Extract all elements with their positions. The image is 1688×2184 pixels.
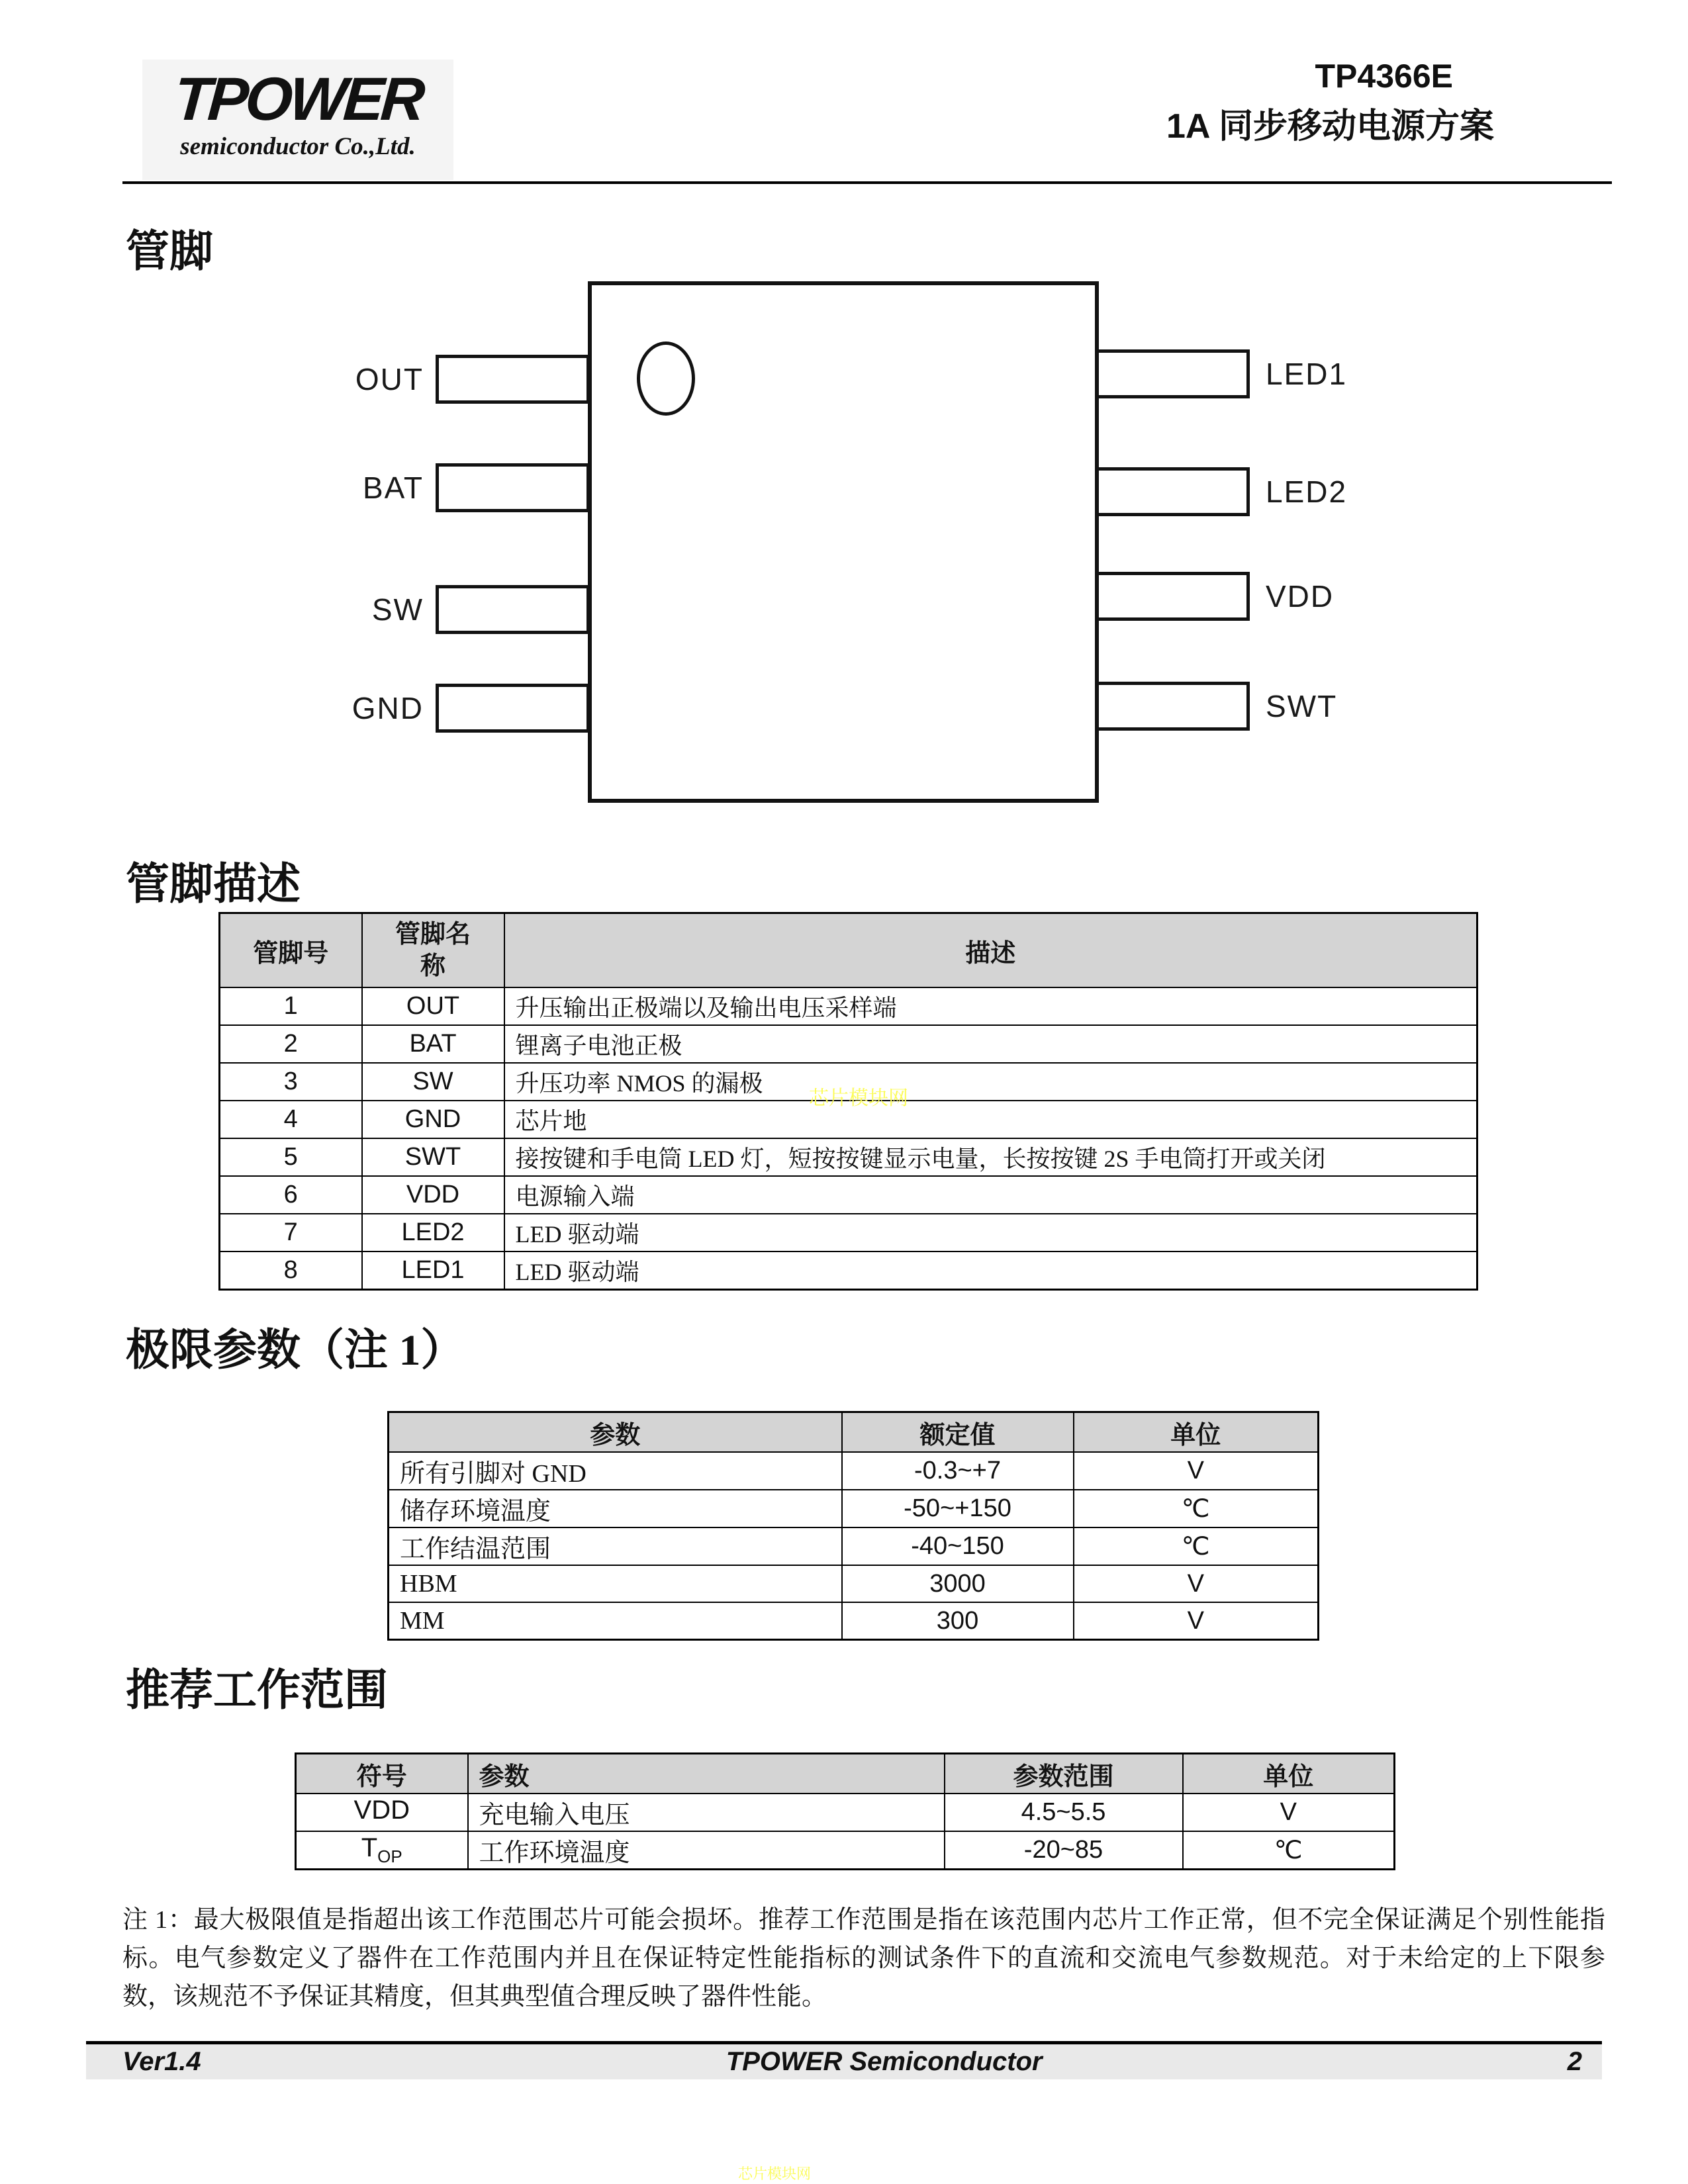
pin-desc-cell bbox=[504, 1214, 1477, 1251]
table-header-row bbox=[220, 913, 1477, 988]
table-row bbox=[296, 1831, 1395, 1870]
pin-desc-cell bbox=[504, 1138, 1477, 1176]
table-row bbox=[220, 1214, 1477, 1251]
pin-desc-text: 电源输入端 bbox=[515, 1183, 635, 1210]
pin-number-cell: 6 bbox=[220, 1176, 362, 1214]
table-row bbox=[296, 1794, 1395, 1831]
col-header-unit: 单位 bbox=[1183, 1754, 1395, 1794]
abs-max-table bbox=[387, 1411, 1319, 1641]
parameter-cell: 工作环境温度 bbox=[468, 1831, 945, 1870]
col-header-symbol: 符号 bbox=[296, 1754, 468, 1794]
pin-number-cell: 1 bbox=[220, 987, 362, 1025]
pin-rect-sw bbox=[436, 585, 590, 634]
part-number: TP4366E bbox=[1315, 58, 1453, 95]
pin-rect-gnd bbox=[436, 684, 590, 733]
pin-rect-bat bbox=[436, 463, 590, 512]
unit-cell: V bbox=[1074, 1565, 1319, 1602]
rating-cell: -40~150 bbox=[842, 1527, 1074, 1565]
pin-rect-led2 bbox=[1096, 467, 1250, 516]
pin-desc-text: 升压功率 NMOS 的漏极 bbox=[515, 1070, 763, 1097]
parameter-cell: HBM bbox=[389, 1565, 842, 1602]
pin-number-cell: 5 bbox=[220, 1138, 362, 1176]
site-watermark: 芯片模块网 bbox=[809, 1087, 908, 1109]
rating-cell: 300 bbox=[842, 1602, 1074, 1640]
range-cell: 4.5~5.5 bbox=[945, 1794, 1183, 1831]
rating-cell: -50~+150 bbox=[842, 1490, 1074, 1527]
pin-desc-cell bbox=[504, 1063, 1477, 1101]
pin-desc-text: 升压输出正极端以及输出电压采样端 bbox=[515, 995, 897, 1021]
section-title-pins: 管脚 bbox=[126, 228, 213, 276]
company-logo bbox=[142, 60, 453, 180]
section-title-recommended: 推荐工作范围 bbox=[126, 1666, 388, 1715]
col-header-description: 描述 bbox=[504, 913, 1477, 988]
pin-name-cell: LED1 bbox=[362, 1251, 504, 1290]
header-divider bbox=[122, 181, 1612, 184]
table-header-row bbox=[296, 1754, 1395, 1794]
table-row bbox=[220, 1138, 1477, 1176]
pin-desc-cell bbox=[504, 1101, 1477, 1138]
pin-desc-cell bbox=[504, 1251, 1477, 1290]
pin-name-cell: GND bbox=[362, 1101, 504, 1138]
pin-label-bat: BAT bbox=[362, 471, 424, 505]
pin-rect-vdd bbox=[1096, 572, 1250, 621]
pin-name-cell: SW bbox=[362, 1063, 504, 1101]
pin-desc-text: 芯片地 bbox=[515, 1108, 587, 1134]
pin-name-cell: SWT bbox=[362, 1138, 504, 1176]
pin-desc-cell bbox=[504, 987, 1477, 1025]
pin-rect-out bbox=[436, 355, 590, 404]
section-title-abs-max: 极限参数（注 1） bbox=[126, 1326, 465, 1375]
table-row bbox=[220, 987, 1477, 1025]
pin-description-table bbox=[218, 912, 1478, 1291]
footer-page-number: 2 bbox=[1567, 2047, 1582, 2076]
pin-name-cell: OUT bbox=[362, 987, 504, 1025]
table-header-row bbox=[389, 1412, 1319, 1453]
rating-cell: -0.3~+7 bbox=[842, 1452, 1074, 1490]
pin-name-cell: VDD bbox=[362, 1176, 504, 1214]
col-header-pin-number: 管脚号 bbox=[220, 913, 362, 988]
col-header-parameter: 参数 bbox=[468, 1754, 945, 1794]
pin-desc-text: 接按键和手电筒 LED 灯，短按按键显示电量，长按按键 2S 手电筒打开或关闭 bbox=[515, 1146, 1326, 1172]
unit-cell: V bbox=[1183, 1794, 1395, 1831]
pin-label-led2: LED2 bbox=[1266, 475, 1348, 509]
product-subtitle: 1A 同步移动电源方案 bbox=[1166, 107, 1494, 146]
pin-label-led1: LED1 bbox=[1266, 357, 1348, 391]
pin-number-cell: 7 bbox=[220, 1214, 362, 1251]
symbol-text: VDD bbox=[353, 1796, 410, 1825]
col-header-range: 参数范围 bbox=[945, 1754, 1183, 1794]
table-row bbox=[389, 1565, 1319, 1602]
table-row bbox=[389, 1452, 1319, 1490]
table-row bbox=[389, 1527, 1319, 1565]
recommended-range-table bbox=[295, 1752, 1395, 1870]
pin-label-out: OUT bbox=[355, 362, 424, 396]
table-row bbox=[220, 1025, 1477, 1063]
unit-cell: V bbox=[1074, 1452, 1319, 1490]
symbol-text: T bbox=[361, 1833, 378, 1862]
pin-rect-led1 bbox=[1096, 349, 1250, 398]
parameter-cell: 充电输入电压 bbox=[468, 1794, 945, 1831]
site-watermark-bottom: 芯片模块网 bbox=[738, 2165, 812, 2182]
pin-desc-cell bbox=[504, 1025, 1477, 1063]
parameter-cell: MM bbox=[389, 1602, 842, 1640]
unit-cell: ℃ bbox=[1183, 1831, 1395, 1870]
col-header-pin-name-text: 管脚名称 bbox=[395, 921, 471, 980]
parameter-cell: 储存环境温度 bbox=[389, 1490, 842, 1527]
logo-subtitle: semiconductor Co.,Ltd. bbox=[180, 133, 416, 160]
note-1-text: 注 1：最大极限值是指超出该工作范围芯片可能会损坏。推荐工作范围是指在该范围内芯片工作正常，但不完全保证满足个别性能指标。电气参数定义了器件在工作范围内并且在保证特定性能指标的测试条件下的直流和交流电气参数规范。对于未给定的上下限参数，该规范不予保证其精度，但其典型值合理反映了器件性能。 bbox=[122, 1906, 1605, 2011]
table-row bbox=[220, 1101, 1477, 1138]
footer-version: Ver1.4 bbox=[122, 2047, 201, 2076]
pin-number-cell: 2 bbox=[220, 1025, 362, 1063]
col-header-parameter: 参数 bbox=[389, 1412, 842, 1453]
pin-label-swt: SWT bbox=[1266, 689, 1338, 723]
table-row bbox=[220, 1251, 1477, 1290]
footer-company: TPOWER Semiconductor bbox=[726, 2047, 1043, 2076]
pin-number-cell: 3 bbox=[220, 1063, 362, 1101]
unit-cell: V bbox=[1074, 1602, 1319, 1640]
symbol-cell bbox=[296, 1794, 468, 1831]
section-title-pin-description: 管脚描述 bbox=[126, 860, 301, 909]
parameter-cell: 工作结温范围 bbox=[389, 1527, 842, 1565]
pin-label-gnd: GND bbox=[352, 691, 424, 725]
col-header-unit: 单位 bbox=[1074, 1412, 1319, 1453]
pin1-indicator-circle bbox=[637, 341, 695, 416]
pin-number-cell: 8 bbox=[220, 1251, 362, 1290]
pin-rect-swt bbox=[1096, 682, 1250, 731]
parameter-cell: 所有引脚对 GND bbox=[389, 1452, 842, 1490]
table-row bbox=[220, 1063, 1477, 1101]
pin-label-vdd: VDD bbox=[1266, 579, 1335, 614]
unit-cell: ℃ bbox=[1074, 1527, 1319, 1565]
table-row bbox=[220, 1176, 1477, 1214]
pin-desc-text: LED 驱动端 bbox=[515, 1259, 639, 1285]
rating-cell: 3000 bbox=[842, 1565, 1074, 1602]
table-row bbox=[389, 1490, 1319, 1527]
pin-desc-text: LED 驱动端 bbox=[515, 1221, 639, 1248]
pin-desc-cell bbox=[504, 1176, 1477, 1214]
pin-label-sw: SW bbox=[371, 592, 424, 627]
pin-desc-text: 锂离子电池正极 bbox=[515, 1032, 682, 1059]
col-header-rating: 额定值 bbox=[842, 1412, 1074, 1453]
pin-name-cell: BAT bbox=[362, 1025, 504, 1063]
col-header-pin-name bbox=[362, 913, 504, 988]
symbol-subscript: OP bbox=[377, 1846, 402, 1866]
pin-name-cell: LED2 bbox=[362, 1214, 504, 1251]
table-row bbox=[389, 1602, 1319, 1640]
range-cell: -20~85 bbox=[945, 1831, 1183, 1870]
pin-number-cell: 4 bbox=[220, 1101, 362, 1138]
page-footer bbox=[86, 2041, 1602, 2079]
unit-cell: ℃ bbox=[1074, 1490, 1319, 1527]
symbol-cell bbox=[296, 1831, 468, 1870]
logo-wordmark: TPOWER bbox=[171, 66, 424, 133]
